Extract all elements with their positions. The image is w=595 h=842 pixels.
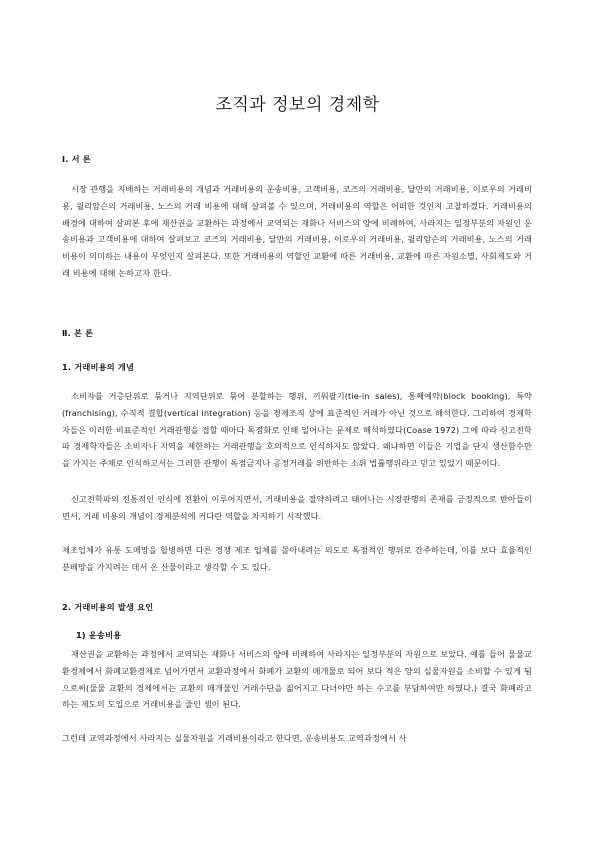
section-1-paragraph-3 <box>62 542 532 576</box>
section-1-heading: 1. 거래비용의 개념 <box>62 362 135 372</box>
intro-paragraph <box>62 181 532 282</box>
section-2-1-text-1: 재산권을 교환하는 과정에서 교역되는 재화나 서비스의 양에 비례하여 사라지는 일정부분의 자원으로 보았다. 예를 들어 물물교환경제에서 화폐교환경제로 넘어가면서 교환과정에서 화폐가 교환의 매개물로 되어 보다 적은 양의 실물자원을 소비할 수 있게 됨으로써(물물 교환의 경제에서는 교환의 매개물인 거래수단을 짊어지고 다녀야만 하는 수고를 부담하여만 하였다.) 결국 화폐라고 하는 제도의 도입으로 거래비용을 줄인 셈이 된다. <box>62 649 532 710</box>
section-2-1-paragraph-2 <box>62 730 532 747</box>
section-2-1-paragraph-1 <box>62 646 532 713</box>
section-2-1-heading: 1) 운송비용 <box>76 630 122 640</box>
body-heading: Ⅱ. 본 론 <box>62 328 94 338</box>
intro-heading: Ⅰ. 서 론 <box>62 154 91 164</box>
section-1-text-3: 제조업체가 유통 도매망을 합병하면 다른 경쟁 제조 업체를 몰아내려는 의도로 독점적인 행위로 간주하는데, 이를 보다 효율적인 분배망을 가지려는 데서 온 산물이라고 생각할 수 도 있다. <box>62 545 532 572</box>
document-title: 조직과 정보의 경제학 <box>215 95 380 115</box>
section-1-paragraph-1 <box>62 388 532 472</box>
section-1-text-1: 소비자를 거층단위로 묶거나 지역단위로 묶어 분할하는 행위, 끼워팔기(tie-in sales), 통째예약(block booking), 특약(franchising), 수직적 결합(vertical integration) 등을 경제조직 상에 표준적인 거래가 아닌 것으로 해석한다. 그리하여 경제학자들은 이러한 비표준적인 거래관행을 접할 때마다 독점화로 인해 일어나는 문제로 해석하였다(Coase 1972) 그에 따라 신고전학파 경제학자들은 소비자나 지역을 제한하는 거래관행을 호의적으로 인식하지도 않았다. 왜냐하면 이들은 기업을 단지 생산함수만을 가지는 주체로 인식하고서는 그러한 관행이 독점금지나 공정거래를 위반하는 소위 법률행위라고 믿고 있었기 때문이다. <box>62 391 532 469</box>
section-1-text-2: 신고전학파의 전통적인 인식에 전환이 이루어지면서, 거래비용을 절약하려고 태어나는 시장관행의 존재를 긍정적으로 받아들이면서, 거래 비용의 개념이 경제분석에 커다란 역할을 차지하기 시작했다. <box>62 494 532 521</box>
section-1-paragraph-2 <box>62 491 532 525</box>
section-2-heading: 2. 거래비용의 발생 요인 <box>62 602 154 612</box>
section-2-1-text-2: 그런데 교역과정에서 사라지는 실물자원을 거래비용이라고 한다면, 운송비용도 교역과정에서 사 <box>62 733 407 743</box>
intro-text: 시장 관행을 지배하는 거래비용의 개념과 거래비용의 운송비용, 고객비용, 코즈의 거래비용, 달만의 거래비용, 이로우의 거래비용, 윌리암슨의 거래비용, 노스의 거래 비용에 대해 살펴볼 수 있으며, 거래비용의 역할은 어떠한 것인지 고찰하겠다. 거래비용의 배경에 대하여 살펴본 후에 재산권을 교환하는 과정에서 교역되는 재화나 서비스의 양에 비례하여, 사라지는 일정부분의 자원인 운송비용과 고객비용에 대하여 살펴보고 코즈의 거래비용, 달만의 거래비용, 이로우의 거래비용, 윌리암슨의 거래비용, 노스의 거래비용이 의미하는 내용이 무엇인지 살펴본다. 또한 거래비용의 역할인 교환에 따른 거래비용, 교환에 따른 자원소멸, 사회제도와 거래 비용에 대해 논하고자 한다. <box>62 184 532 278</box>
